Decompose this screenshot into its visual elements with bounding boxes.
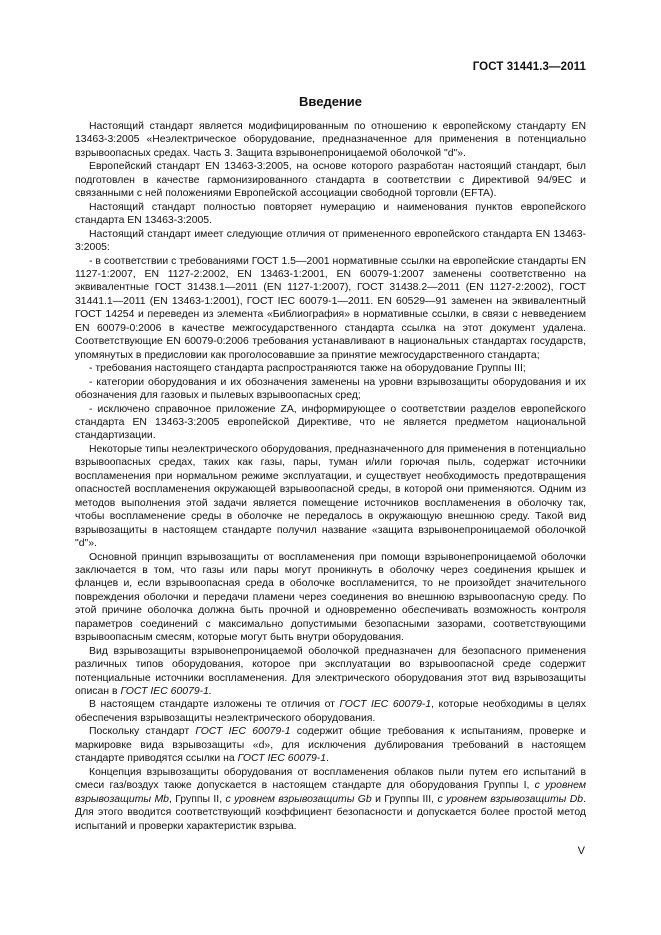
paragraph: Настоящий стандарт полностью повторяет нумерацию и наименования пунктов европейского стандарта EN 13463-3:2005.: [75, 201, 586, 227]
list-item: - исключено справочное приложение ZA, информирующее о соответствии разделов европейского стандарта EN 13463-3:2005 европейской Директиве, что не является предметом национальной стандартизации.: [75, 403, 586, 442]
page-number: V: [577, 845, 585, 857]
paragraph: [75, 766, 586, 833]
paragraph: [75, 725, 586, 765]
paragraph-text: , Группы II,: [168, 793, 226, 805]
list-item: - категории оборудования и их обозначения заменены на уровни взрывозащиты оборудования и их обозначения для газовых и пылевых взрывоопасных сред;: [75, 376, 586, 402]
protection-level-text: с уровнем взрывозащиты Db: [437, 793, 584, 805]
paragraph: [75, 645, 586, 699]
list-item: - в соответствии с требованиями ГОСТ 1.5—2001 нормативные ссылки на европейские стандарты EN 1127-1:2007, EN 1127-2:2002, EN 13463-1:2001, EN 60079-1:2007 заменены соответственно на эквивалентные ГОСТ 31438.1—2011 (EN 1127-1:2007), ГОСТ 31438.2—2011 (EN 1127-2:2002), ГОСТ 31441.1—2011 (EN 13463-1:2001), ГОСТ IEC 60079-1—2011. EN 60529—91 заменен на эквивалентный ГОСТ 14254 и переведен из элемента «Библиография» в нормативные ссылки, в связи с невведением EN 60079-0:2006 в качестве межгосударственного стандарта ссылка на этот документ удалена. Соответствующие EN 60079-0:2006 требования устанавливают в национальных стандартах государств, упомянутых в предисловии как проголосовавшие за принятие межгосударственного стандарта;: [75, 255, 586, 361]
paragraph-text: Вид взрывозащиты взрывонепроницаемой оболочкой предназначен для безопасного применения различных типов оборудования, которое при эксплуатации во взрывоопасной среде содержит потенциальные источники воспламенения. Для электрического оборудования этот вид взрывозащиты описан в: [75, 645, 586, 698]
section-title: Введение: [299, 94, 362, 109]
paragraph-text: . Для этого вводится соответствующий коэффициент безопасности и допускается более простой метод испытаний и проверки характеристик взрыва.: [75, 793, 586, 832]
paragraph: Настоящий стандарт имеет следующие отличия от примененного европейского стандарта EN 13463-3:2005:: [75, 228, 586, 254]
paragraph-text: содержит общие требования к испытаниям, проверке и маркировке вида взрывозащиты «d», для исключения дублирования требований в настоящем стандарте приводятся ссылки на: [75, 726, 586, 765]
standard-reference: ГОСТ IEC 60079-1: [339, 699, 432, 711]
paragraph: Настоящий стандарт является модифицированным по отношению к европейскому стандарту EN 13463-3:2005 «Неэлектрическое оборудование, предназначенное для применения в потенциально взрывоопасных средах. Часть 3. Защита взрывонепроницаемой оболочкой "d"».: [75, 121, 586, 159]
paragraph: Европейский стандарт EN 13463-3:2005, на основе которого разработан настоящий стандарт, был подготовлен в качестве гармонизированного стандарта в соответствии с Директивой 94/9ЕС и связанными с ней положениями Европейской ассоциации свободной торговли (EFTA).: [75, 161, 586, 200]
standard-reference: ГОСТ IEC 60079-1: [195, 726, 291, 738]
paragraph: Некоторые типы неэлектрического оборудования, предназначенного для применения в потенциально взрывоопасных средах, таких как газы, пары, туман и/или горючая пыль, содержат источники воспламенения при нормальном режиме эксплуатации, и существует необходимость предотвращения опасностей воспламенения окружающей взрывоопасной среды, в которой они применяются. Одним из методов выполнения этой задачи является помещение источников воспламенения в оболочку так, чтобы воспламенение среды в оболочке не передалось в окружающую внешнюю среду. Такой вид взрывозащиты в настоящем стандарте получил название «защита взрывонепроницаемой оболочкой "d"».: [75, 443, 586, 550]
protection-level-text: с уровнем взрывозащиты Gb: [225, 793, 372, 805]
paragraph-text: Концепция взрывозащиты оборудования от воспламенения облаков пыли путем его испытаний в смеси газ/воздух также допускается в настоящем стандарте для оборудования Группы I,: [75, 766, 586, 792]
paragraph-text: Поскольку стандарт: [89, 726, 196, 738]
paragraph-text: , которые необходимы в целях обеспечения взрывозащиты неэлектрического оборудования.: [75, 699, 586, 724]
protection-level-text: с уровнем взрывозащиты Mb: [75, 780, 586, 805]
document-id-header: ГОСТ 31441.3—2011: [472, 61, 586, 73]
paragraph: Основной принцип взрывозащиты от воспламенения при помощи взрывонепроницаемой оболочки заключается в том, что газы или пары могут проникнуть в оболочку через соединения крышек и фланцев и, если взрывоопасная среда в оболочке воспламенится, то не произойдет значительного повреждения оболочки и передачи пламени через соединения во внешнюю взрывоопасную среду. По этой причине оболочка должна быть прочной и одновременно обеспечивать возможность контроля параметров соединений с максимально допустимыми безопасными зазорами, соответствующими взрывоопасным смесям, которые могут быть внутри оборудования.: [75, 551, 586, 644]
standard-reference: ГОСТ IEC 60079-1: [237, 753, 327, 765]
list-item: - требования настоящего стандарта распространяются также на оборудование Группы III;: [89, 363, 526, 375]
paragraph-text: В настоящем стандарте изложены те отличия от: [89, 699, 340, 711]
paragraph-text: и Группы III,: [371, 793, 438, 805]
standard-reference: ГОСТ IEC 60079-1.: [120, 686, 212, 698]
paragraph-text: .: [326, 753, 329, 765]
document-body: [75, 120, 586, 833]
paragraph: [75, 698, 586, 725]
